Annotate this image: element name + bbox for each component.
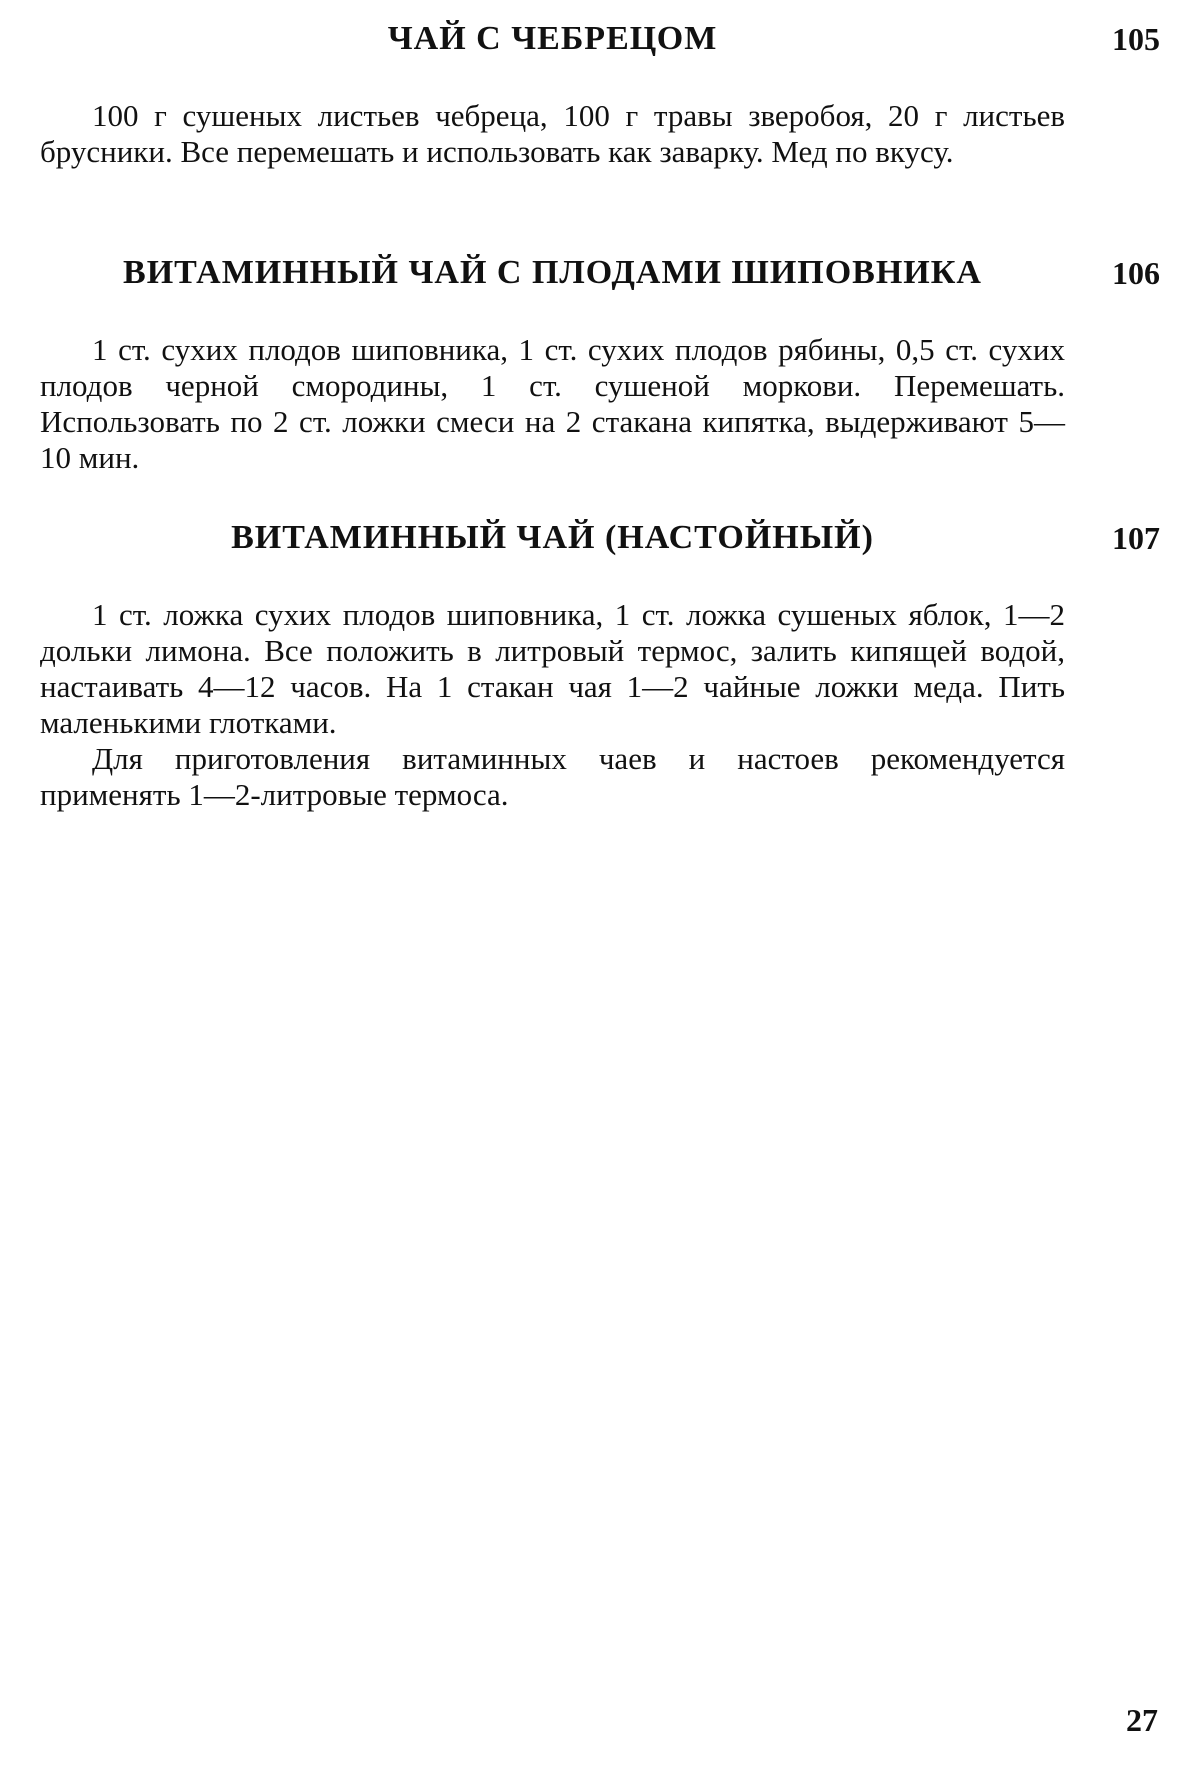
recipe-body (40, 332, 1065, 476)
recipe-107 (40, 515, 1160, 813)
recipe-number: 106 (1112, 255, 1160, 291)
recipe-paragraph: 1 ст. ложка сухих плодов шиповника, 1 ст. ложка сушеных яблок, 1—2 дольки лимона. Все положить в литровый термос, залить кипящей водой, настаивать 4—12 часов. На 1 стакан чая 1—2 чайные ложки меда. Пить маленькими глотками. (40, 597, 1065, 740)
recipe-header (40, 250, 1160, 296)
recipe-paragraph: 1 ст. сухих плодов шиповника, 1 ст. сухих плодов рябины, 0,5 ст. сухих плодов черной смородины, 1 ст. сушеной моркови. Перемешать. Использовать по 2 ст. ложки смеси на 2 стакана кипятка, выдерживают 5—10 мин. (40, 332, 1065, 475)
page-number: 27 (1126, 1702, 1158, 1738)
recipe-body (40, 98, 1065, 170)
recipe-paragraph: 100 г сушеных листьев чебреца, 100 г травы зверобоя, 20 г листьев брусники. Все перемешать и использовать как заварку. Мед по вкусу. (40, 98, 1065, 169)
recipe-title: ВИТАМИННЫЙ ЧАЙ С ПЛОДАМИ ШИПОВНИКА (123, 254, 982, 291)
recipe-header (40, 16, 1160, 62)
recipe-number: 107 (1112, 520, 1160, 556)
recipe-title: ЧАЙ С ЧЕБРЕЦОМ (387, 20, 718, 57)
recipe-106 (40, 250, 1160, 476)
recipe-105 (40, 16, 1160, 170)
recipe-note: Для приготовления витаминных чаев и настоев рекомендуется применять 1—2-литровые термоса. (40, 741, 1065, 812)
recipe-body (40, 597, 1065, 813)
recipe-title: ВИТАМИННЫЙ ЧАЙ (НАСТОЙНЫЙ) (231, 519, 874, 556)
recipe-number: 105 (1112, 21, 1160, 57)
recipe-header (40, 515, 1160, 561)
